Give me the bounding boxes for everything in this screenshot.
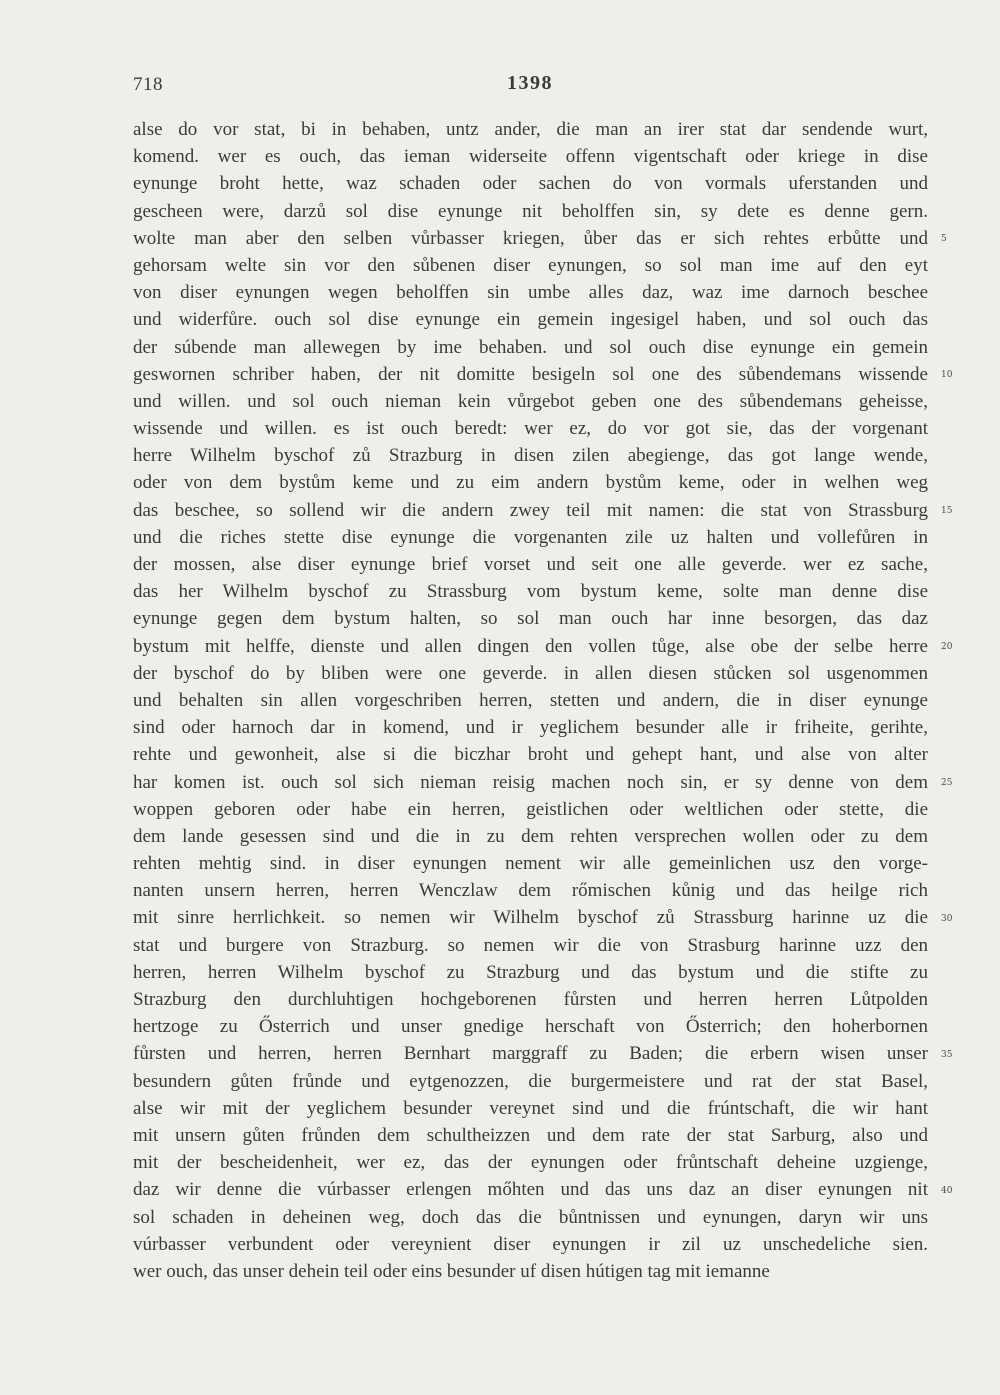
- text-line: alse wir mit der yeglichem besunder vereynet sind und die frúntschaft, die wir hant: [133, 1097, 928, 1119]
- margin-line-number: 15: [941, 505, 953, 516]
- text-line: eynunge gegen dem bystum halten, so sol man ouch har inne besorgen, das daz: [133, 608, 928, 630]
- text-line: daz wir denne die vúrbasser erlengen mőhten und das uns daz an diser eynungen nit: [133, 1179, 928, 1201]
- text-line: Strazburg den durchluhtigen hochgeborenen fůrsten und herren herren Lůtpolden: [133, 989, 928, 1010]
- margin-line-number: 30: [941, 913, 953, 924]
- text-line: wissende und willen. es ist ouch beredt: wer ez, do vor got sie, das der vorgenant: [133, 418, 928, 440]
- text-line: hertzoge zu Ősterrich und unser gnedige herschaft von Ősterrich; den hoherbornen: [133, 1016, 928, 1038]
- text-line: der byschof do by bliben were one geverde. in allen diesen stůcken sol usgenommen: [133, 662, 928, 684]
- text-line: sol schaden in deheinen weg, doch das die bůntnissen und eynungen, daryn wir uns: [133, 1206, 928, 1228]
- text-line: das her Wilhelm byschof zu Strassburg vom bystum keme, solte man denne dise: [133, 581, 928, 603]
- text-line: mit unsern gůten frůnden dem schultheizzen und dem rate der stat Sarburg, also und: [133, 1124, 928, 1146]
- text-line: woppen geboren oder habe ein herren, geistlichen oder weltlichen oder stette, die: [133, 798, 928, 820]
- text-line: stat und burgere von Strazburg. so nemen wir die von Strasburg harinne uzz den: [133, 934, 928, 956]
- text-line: mit der bescheidenheit, wer ez, das der eynungen oder frůntschaft deheine uzgienge,: [133, 1152, 928, 1174]
- text-line: herre Wilhelm byschof zů Strazburg in disen zilen abegienge, das got lange wende,: [133, 445, 928, 467]
- body-text: [133, 116, 928, 1285]
- margin-line-number: 25: [941, 777, 953, 788]
- text-line: eynunge broht hette, waz schaden oder sachen do von vormals uferstanden und: [133, 173, 928, 195]
- text-line: und willen. und sol ouch nieman kein vůrgebot geben one des sůbendemans geheisse,: [133, 390, 928, 412]
- text-line: oder von dem bystům keme und zu eim andern bystům keme, oder in welhen weg: [133, 472, 928, 494]
- margin-line-number: 35: [941, 1049, 953, 1060]
- text-line: der mossen, alse diser eynunge brief vorset und seit one alle geverde. wer ez sache,: [133, 554, 928, 575]
- text-line: der súbende man allewegen by ime behaben. und sol ouch dise eynunge ein gemein: [133, 336, 928, 358]
- text-line: das beschee, so sollend wir die andern zwey teil mit namen: die stat von Strassburg: [133, 499, 928, 521]
- year-heading: 1398: [507, 72, 553, 94]
- text-line: har komen ist. ouch sol sich nieman reisig machen noch sin, er sy denne von dem: [133, 771, 928, 793]
- text-line: rehten mehtig sind. in diser eynungen nement wir alle gemeinlichen usz den vorge-: [133, 853, 928, 875]
- text-line: geswornen schriber haben, der nit domitte besigeln sol one des sůbendemans wissende: [133, 363, 928, 385]
- text-line: gescheen were, darzů sol dise eynunge nit beholffen sin, sy dete es denne gern.: [133, 200, 928, 222]
- text-line: wer ouch, das unser dehein teil oder eins besunder uf disen hútigen tag mit iemanne: [133, 1260, 770, 1282]
- text-line: gehorsam welte sin vor den sůbenen diser eynungen, so sol man ime auf den eyt: [133, 254, 928, 276]
- text-line: mit sinre herrlichkeit. so nemen wir Wilhelm byschof zů Strassburg harinne uz die: [133, 907, 928, 929]
- text-line: nanten unsern herren, herren Wenczlaw dem rőmischen kůnig und das heilge rich: [133, 880, 928, 902]
- margin-line-number: 5: [941, 233, 947, 244]
- margin-line-number: 40: [941, 1185, 953, 1196]
- text-line: rehte und gewonheit, alse si die biczhar broht und gehept hant, und alse von alter: [133, 744, 928, 766]
- margin-line-number: 10: [941, 369, 953, 380]
- text-line: und die riches stette dise eynunge die vorgenanten zile uz halten und vollefůren in: [133, 526, 928, 548]
- page-number: 718: [133, 74, 163, 95]
- text-line: komend. wer es ouch, das ieman widerseite offenn vigentschaft oder kriege in dise: [133, 146, 928, 168]
- text-line: besundern gůten frůnde und eytgenozzen, die burgermeistere und rat der stat Basel,: [133, 1070, 928, 1092]
- text-line: fůrsten und herren, herren Bernhart marggraff zu Baden; die erbern wisen unser: [133, 1043, 928, 1065]
- text-line: bystum mit helffe, dienste und allen dingen den vollen tůge, alse obe der selbe herre: [133, 635, 928, 657]
- text-line: dem lande gesessen sind und die in zu dem rehten versprechen wollen oder zu dem: [133, 825, 928, 847]
- text-line: herren, herren Wilhelm byschof zu Strazburg und das bystum und die stifte zu: [133, 961, 928, 983]
- text-line: sind oder harnoch dar in komend, und ir yeglichem besunder alle ir friheite, gerihte,: [133, 717, 928, 739]
- margin-line-number: 20: [941, 641, 953, 652]
- text-line: und behalten sin allen vorgeschriben herren, stetten und andern, die in diser eynunge: [133, 689, 928, 711]
- text-line: alse do vor stat, bi in behaben, untz ander, die man an irer stat dar sendende wurt,: [133, 119, 928, 140]
- text-line: und widerfůre. ouch sol dise eynunge ein gemein ingesigel haben, und sol ouch das: [133, 309, 928, 331]
- text-line: vúrbasser verbundent oder vereynient diser eynungen ir zil uz unschedeliche sien.: [133, 1233, 928, 1255]
- text-line: wolte man aber den selben vůrbasser kriegen, ůber das er sich rehtes erbůtte und: [133, 227, 928, 249]
- text-line: von diser eynungen wegen beholffen sin umbe alles daz, waz ime darnoch beschee: [133, 282, 928, 304]
